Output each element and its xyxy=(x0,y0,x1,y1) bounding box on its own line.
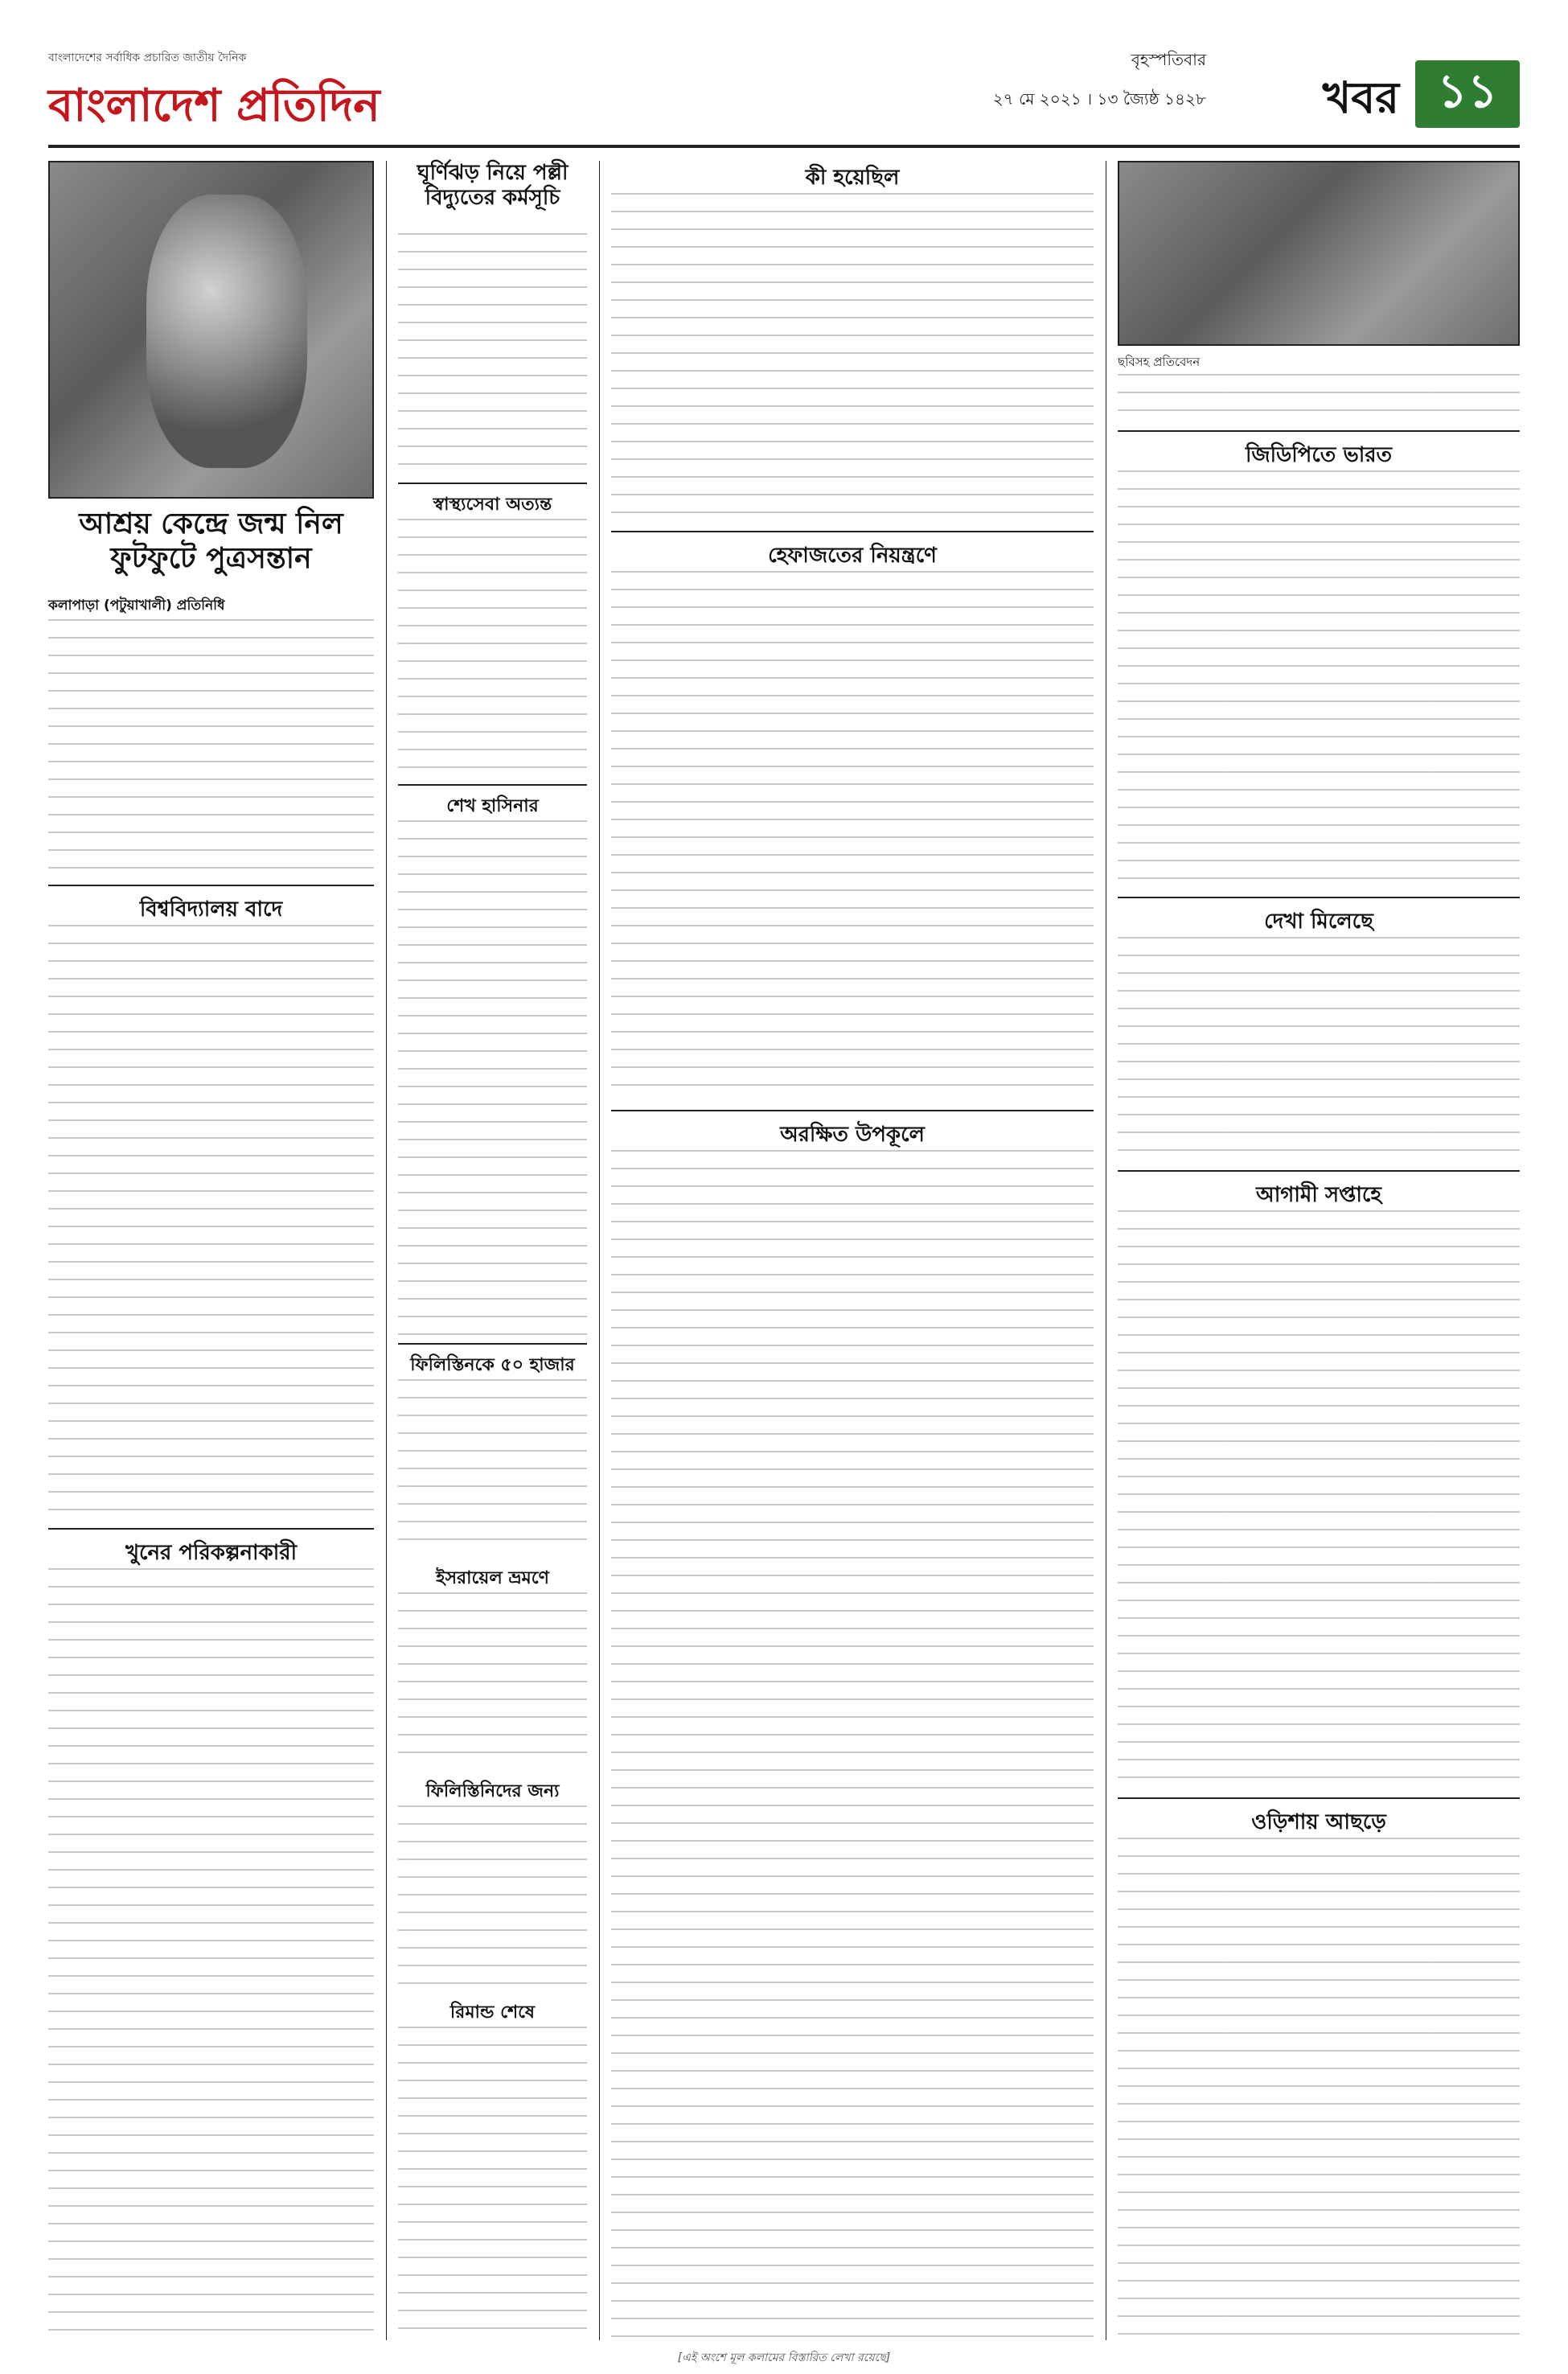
story-ghurnijhor-text xyxy=(398,233,587,474)
story-rimand-headline: রিমান্ড শেষে xyxy=(449,2002,536,2023)
dateline-date: ২৭ মে ২০২১ । ১৩ জ্যৈষ্ঠ ১৪২৮ xyxy=(992,89,1206,109)
story-hefajot-headline: হেফাজতের নিয়ন্ত্রণে xyxy=(768,544,937,568)
story-filistinider-text xyxy=(398,1805,587,1990)
story-sheikh-hasina-headline: শেখ হাসিনার xyxy=(446,796,539,816)
text-note: [এই অংশে মূল কলামের বিস্তারিত লেখা রয়েছে] xyxy=(677,2351,891,2364)
col2-divider-3 xyxy=(398,1343,587,1345)
col1-divider-1 xyxy=(48,885,374,886)
story-ki-hoyechilo-headline: কী হয়েছিল xyxy=(805,166,900,190)
story-israel-headline: ইসরায়েল ভ্রমণে xyxy=(436,1568,549,1588)
story-filistin-50-headline: ফিলিস্তিনকে ৫০ হাজার xyxy=(410,1355,575,1375)
story-gdp-bharat-text xyxy=(1118,470,1520,889)
story-gdp-bharat-headline: জিডিপিতে ভারত xyxy=(1245,443,1393,467)
col56-divider-3 xyxy=(1118,1170,1520,1172)
story-sheikh-hasina-text xyxy=(398,820,587,1335)
masthead xyxy=(48,48,611,137)
story-israel-text xyxy=(398,1592,587,1769)
story-bishwabidyalay-text xyxy=(48,925,374,1520)
dateline xyxy=(885,48,1206,114)
right-photo xyxy=(1118,161,1520,346)
story-filistin-50-text xyxy=(398,1379,587,1556)
story-shastho-headline: স্বাস্থ্যসেবা অত্যন্ত xyxy=(433,495,552,515)
story-dekha-text xyxy=(1118,937,1520,1162)
story-shastho-text xyxy=(398,519,587,776)
section-tag: খবর xyxy=(1322,72,1399,123)
story-rimand-text xyxy=(398,2027,587,2340)
story-orokkhito-text xyxy=(611,1150,1094,2340)
lead-photo-subject xyxy=(146,195,307,468)
page-number: ১১ xyxy=(1415,60,1520,128)
masthead-tagline: বাংলাদেশের সর্বাধিক প্রচারিত জাতীয় দৈনিক xyxy=(48,51,247,64)
story-orokkhito-headline: অরক্ষিত উপকূলে xyxy=(780,1123,925,1147)
col34-divider-2 xyxy=(611,1110,1094,1111)
story-agami-headline: আগামী সপ্তাহে xyxy=(1255,1183,1382,1207)
story-ghurnijhor-headline: ঘূর্ণিঝড় নিয়ে পল্লী বিদ্যুতের কর্মসূচি xyxy=(417,161,569,211)
right-photo-caption-text xyxy=(1118,374,1520,422)
lead-byline: কলাপাড়া (পটুয়াখালী) প্রতিনিধি xyxy=(48,598,225,614)
story-ki-hoyechilo-text xyxy=(611,193,1094,523)
col56-divider-4 xyxy=(1118,1797,1520,1799)
story-khuner-headline: খুনের পরিকল্পনাকারী xyxy=(125,1541,298,1565)
col34-divider-1 xyxy=(611,531,1094,532)
right-photo-caption: ছবিসহ প্রতিবেদন xyxy=(1118,355,1201,369)
col56-divider-2 xyxy=(1118,897,1520,898)
story-khuner-text xyxy=(48,1568,374,2340)
col-gutter-1 xyxy=(386,161,387,2340)
lead-story-text xyxy=(48,619,374,877)
story-dekha-headline: দেখা মিলেছে xyxy=(1264,910,1373,934)
masthead-rule xyxy=(48,145,1520,148)
col2-divider-1 xyxy=(398,483,587,484)
story-agami-text xyxy=(1118,1210,1520,1789)
story-odisha-headline: ওড়িশায় আছড়ে xyxy=(1251,1810,1386,1834)
lead-headline: আশ্রয় কেন্দ্রে জন্ম নিল ফুটফুটে পুত্রসন্তান xyxy=(79,507,343,576)
story-hefajot-text xyxy=(611,571,1094,1102)
story-odisha-text xyxy=(1118,1838,1520,2340)
lead-photo xyxy=(48,161,374,499)
col56-divider-1 xyxy=(1118,430,1520,432)
col-gutter-2 xyxy=(599,161,600,2340)
story-bishwabidyalay-headline: বিশ্ববিদ্যালয় বাদে xyxy=(139,897,283,922)
story-filistinider-headline: ফিলিস্তিনিদের জন্য xyxy=(425,1781,560,1801)
col2-divider-2 xyxy=(398,784,587,786)
masthead-logo: বাংলাদেশ প্রতিদিন xyxy=(48,80,380,132)
col1-divider-2 xyxy=(48,1528,374,1530)
dateline-weekday: বৃহস্পতিবার xyxy=(1131,50,1206,69)
